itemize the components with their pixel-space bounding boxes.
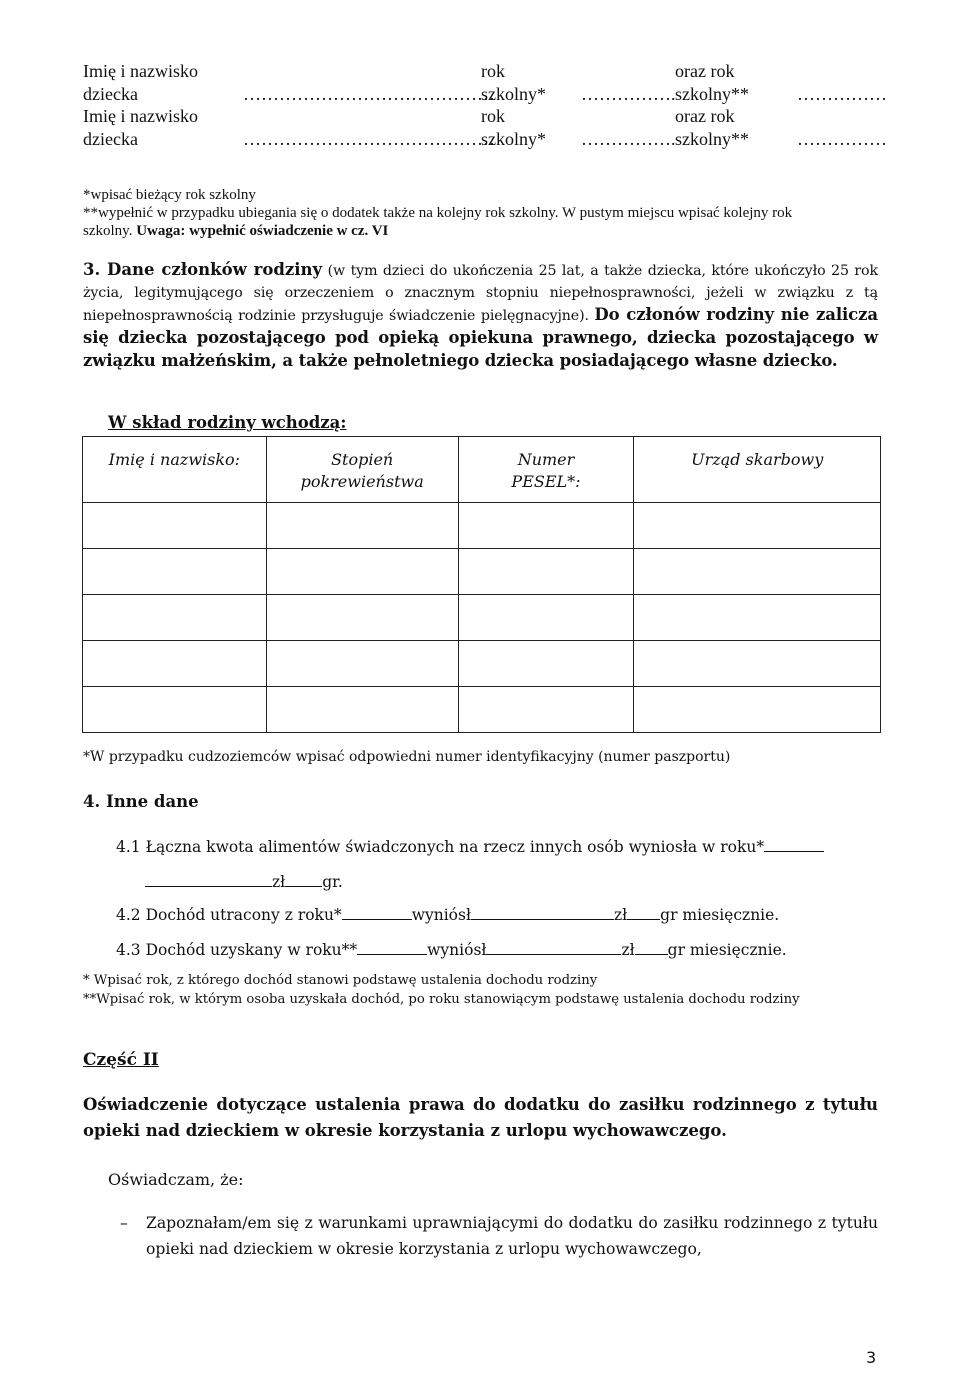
pesel-note: *W przypadku cudzoziemców wpisać odpowiedni numer identyfikacyjny (numer paszportu)	[83, 749, 731, 765]
child-name-label: Imię i nazwisko	[83, 106, 198, 126]
line-4-2	[116, 905, 779, 924]
school-year-field[interactable]: …………….	[581, 83, 676, 104]
table-row	[83, 641, 881, 687]
gr-field[interactable]	[285, 872, 322, 887]
zl-field[interactable]	[486, 940, 621, 955]
section-3-exclusion-text: Do członów rodziny nie zalicza się dziecka pozostającego pod opieką opiekuna prawnego, dziecka pozostającego w związku małżeńskim, a także pełnoletniego dziecka posiadającego własne dziecko.	[83, 305, 878, 370]
cell-name[interactable]	[83, 641, 267, 687]
cell-pesel[interactable]	[458, 687, 634, 733]
gr-monthly-label: gr miesięcznie.	[667, 941, 787, 959]
cell-pesel[interactable]	[458, 503, 634, 549]
cell-tax-office[interactable]	[634, 641, 881, 687]
income-notes	[83, 972, 800, 1009]
header-relationship	[266, 437, 458, 503]
table-row	[83, 503, 881, 549]
line-4-2-text: 4.2 Dochód utracony z roku*	[116, 906, 342, 924]
cell-name[interactable]	[83, 687, 267, 733]
note-line: **Wpisać rok, w którym osoba uzyskała dochód, po roku stanowiącym podstawę ustalenia dochodu rodziny	[83, 991, 800, 1007]
wyniosl-label: wyniósł	[411, 906, 471, 924]
cell-relationship[interactable]	[266, 641, 458, 687]
child-name-field[interactable]: ……………………………………	[243, 83, 495, 104]
year-field[interactable]	[357, 940, 427, 955]
cell-tax-office[interactable]	[634, 687, 881, 733]
note-warning: Uwaga: wypełnić oświadczenie w cz. VI	[136, 223, 389, 239]
next-school-year-label: oraz rok	[675, 61, 735, 81]
gr-field[interactable]	[635, 940, 668, 955]
cell-pesel[interactable]	[458, 641, 634, 687]
header-name: Imię i nazwisko:	[83, 437, 267, 503]
table-row	[83, 687, 881, 733]
note-text: szkolny.	[83, 223, 137, 239]
cell-relationship[interactable]	[266, 595, 458, 641]
cell-pesel[interactable]	[458, 549, 634, 595]
section-3-heading: 3. Dane członków rodziny	[83, 260, 323, 279]
year-field[interactable]	[764, 837, 824, 852]
school-year-label: rok	[481, 61, 505, 81]
header-pesel	[458, 437, 634, 503]
year-field[interactable]	[342, 905, 412, 920]
next-school-year-label: oraz rok	[675, 106, 735, 126]
header-tax-office: Urząd skarbowy	[634, 437, 881, 503]
family-members-table	[82, 436, 881, 733]
cell-tax-office[interactable]	[634, 503, 881, 549]
cell-relationship[interactable]	[266, 503, 458, 549]
header-relationship-text: Stopień pokrewieństwa	[300, 450, 424, 491]
child-row	[83, 60, 883, 83]
table-row	[83, 549, 881, 595]
cell-name[interactable]	[83, 595, 267, 641]
header-pesel-text: Numer PESEL*:	[511, 450, 581, 491]
line-4-1	[116, 837, 824, 856]
table-header-row	[83, 437, 881, 503]
part-2-heading: Oświadczenie dotyczące ustalenia prawa do dodatku do zasiłku rodzinnego z tytułu opieki nad dzieckiem w okresie korzystania z urlopu wychowawczego.	[83, 1095, 878, 1140]
section-3-text: (w tym dzieci do ukończenia 25 lat, a także dziecka, które ukończyło 25 rok życia, legitymującego się orzeczeniem o znacznym stopniu niepełnosprawności, jeżeli w związku z tą niepełnosprawnością rodzinie przysługuje świadczenie pielęgnacyjne).	[83, 263, 878, 324]
cell-name[interactable]	[83, 503, 267, 549]
section-3-description	[83, 259, 878, 373]
line-4-3-text: 4.3 Dochód uzyskany w roku**	[116, 941, 358, 959]
next-school-year-label: szkolny**	[675, 128, 749, 149]
cell-relationship[interactable]	[266, 549, 458, 595]
zl-field[interactable]	[145, 872, 272, 887]
child-row	[83, 105, 883, 128]
school-year-label: szkolny*	[481, 128, 546, 149]
line-4-3	[116, 940, 787, 959]
line-4-1-text: 4.1 Łączna kwota alimentów świadczonych na rzecz innych osób wyniosła w roku*	[116, 838, 765, 856]
note-line: *wpisać bieżący rok szkolny	[83, 187, 256, 203]
note-line: **wypełnić w przypadku ubiegania się o dodatek także na kolejny rok szkolny. W pustym miejscu wpisać kolejny rok	[83, 205, 793, 221]
zl-label: zł	[272, 873, 286, 891]
line-4-1-amount	[145, 872, 343, 891]
cell-pesel[interactable]	[458, 595, 634, 641]
table-row	[83, 595, 881, 641]
child-name-label: dziecka	[83, 128, 138, 149]
part-2-title: Część II	[83, 1050, 159, 1070]
gr-field[interactable]	[627, 905, 660, 920]
page-number: 3	[866, 1348, 877, 1367]
next-school-year-label: szkolny**	[675, 83, 749, 104]
gr-monthly-label: gr miesięcznie.	[660, 906, 780, 924]
cell-tax-office[interactable]	[634, 595, 881, 641]
school-year-label: rok	[481, 106, 505, 126]
note-line: * Wpisać rok, z którego dochód stanowi podstawę ustalenia dochodu rodziny	[83, 973, 598, 988]
school-year-notes	[83, 186, 883, 240]
zl-field[interactable]	[471, 905, 614, 920]
child-name-field[interactable]: ……………………………………	[243, 128, 495, 149]
gr-label: gr.	[322, 873, 343, 891]
section-3	[83, 259, 878, 373]
next-school-year-field[interactable]: ……………	[797, 83, 887, 104]
child-row	[83, 83, 887, 106]
wyniosl-label: wyniósł	[427, 941, 487, 959]
cell-name[interactable]	[83, 549, 267, 595]
zl-label: zł	[613, 906, 628, 924]
dash-bullet: –	[120, 1214, 128, 1232]
school-year-field[interactable]: …………….	[581, 128, 676, 149]
note-line	[83, 222, 883, 240]
zl-label: zł	[621, 941, 635, 959]
child-name-label: dziecka	[83, 83, 138, 104]
cell-relationship[interactable]	[266, 687, 458, 733]
child-rows	[83, 60, 887, 150]
declaration-item-text: Zapoznałam/em się z warunkami uprawniającymi do dodatku do zasiłku rodzinnego z tytułu opieki nad dzieckiem w okresie korzystania z urlopu wychowawczego,	[146, 1214, 878, 1258]
child-row	[83, 128, 887, 151]
cell-tax-office[interactable]	[634, 549, 881, 595]
school-year-label: szkolny*	[481, 83, 546, 104]
family-title: W skład rodziny wchodzą:	[108, 413, 347, 432]
child-name-label: Imię i nazwisko	[83, 61, 198, 81]
section-4-heading: 4. Inne dane	[83, 792, 199, 811]
declaration-intro: Oświadczam, że:	[108, 1170, 244, 1189]
next-school-year-field[interactable]: ……………	[797, 128, 887, 149]
